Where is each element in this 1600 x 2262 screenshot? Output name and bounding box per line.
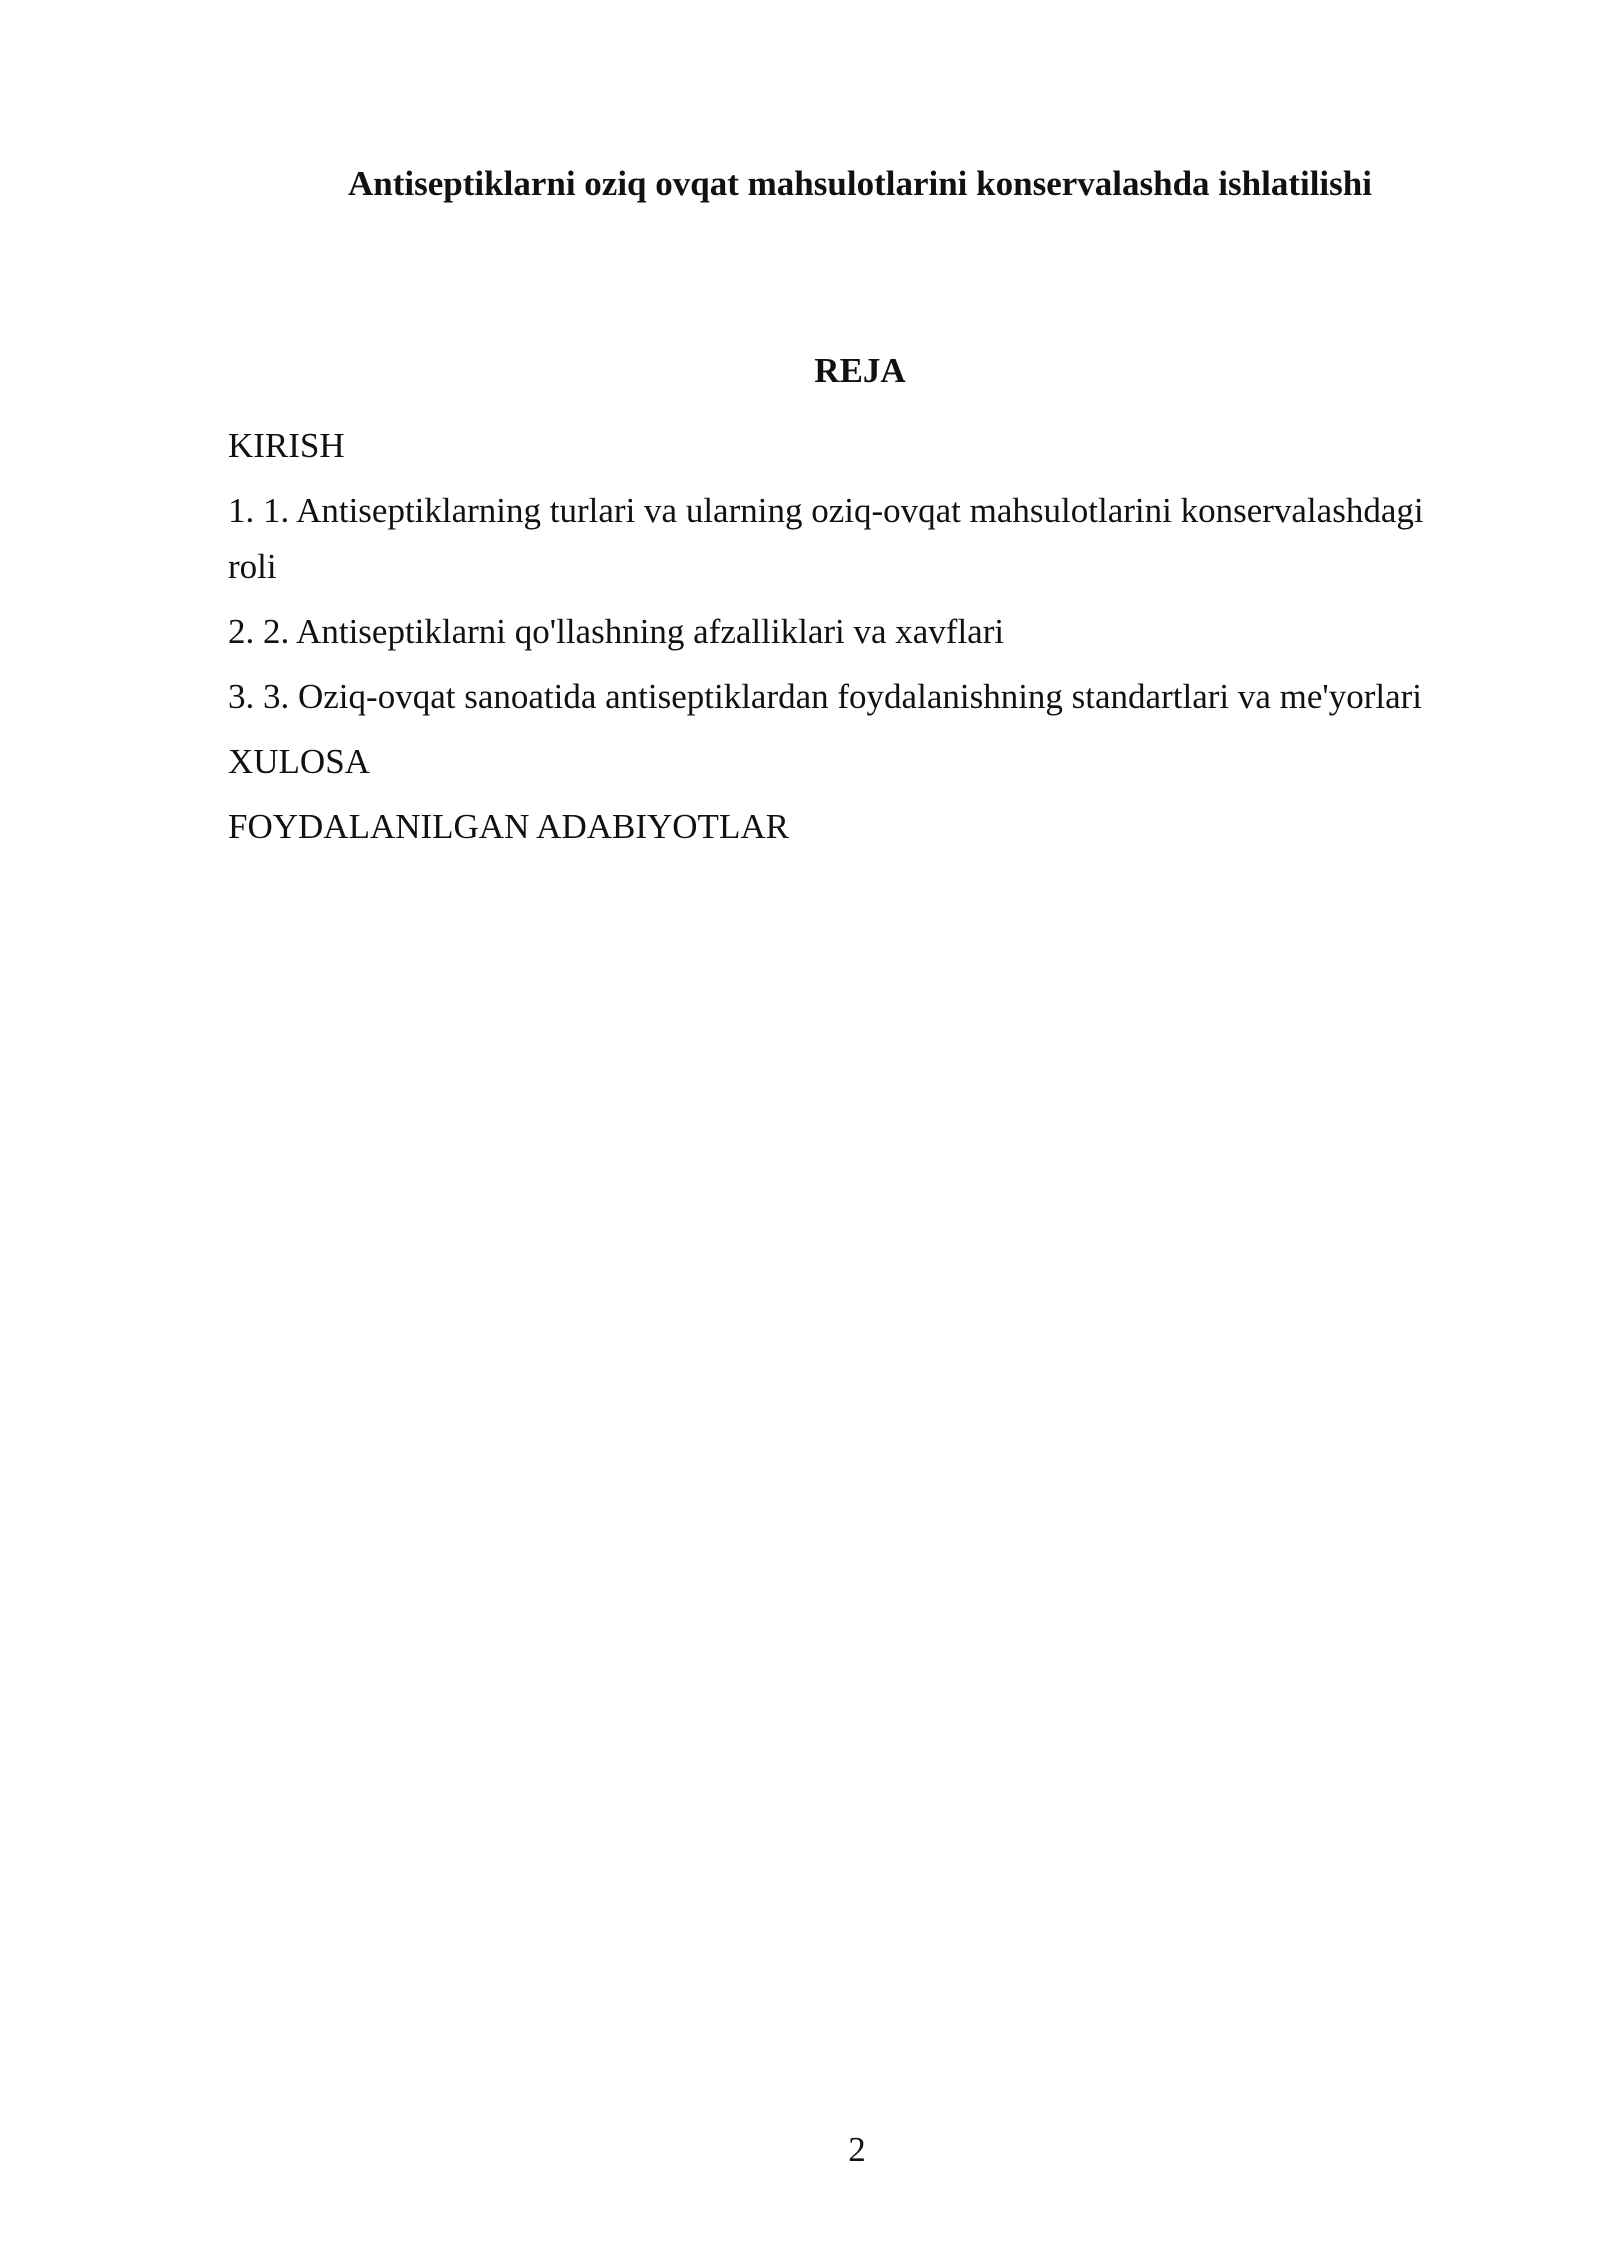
page-number: 2: [848, 2130, 866, 2169]
plan-item-3: 3. 3. Oziq-ovqat sanoatida antiseptiklardan foydalanishning standartlari va me'yorlari: [228, 677, 1422, 716]
plan-item-references: FOYDALANILGAN ADABIYOTLAR: [228, 807, 789, 846]
document-title: Antiseptiklarni oziq ovqat mahsulotlarini konservalashda ishlatilishi: [348, 164, 1372, 203]
plan-item-2: 2. 2. Antiseptiklarni qo'llashning afzalliklari va xavflari: [228, 612, 1005, 651]
plan-list: [228, 418, 1428, 864]
plan-item-1: 1. 1. Antiseptiklarning turlari va ularning oziq-ovqat mahsulotlarini konservalashdagi roli: [228, 491, 1424, 586]
plan-item-conclusion: XULOSA: [228, 742, 370, 781]
plan-item-introduction: KIRISH: [228, 426, 345, 465]
plan-heading: REJA: [814, 351, 906, 390]
